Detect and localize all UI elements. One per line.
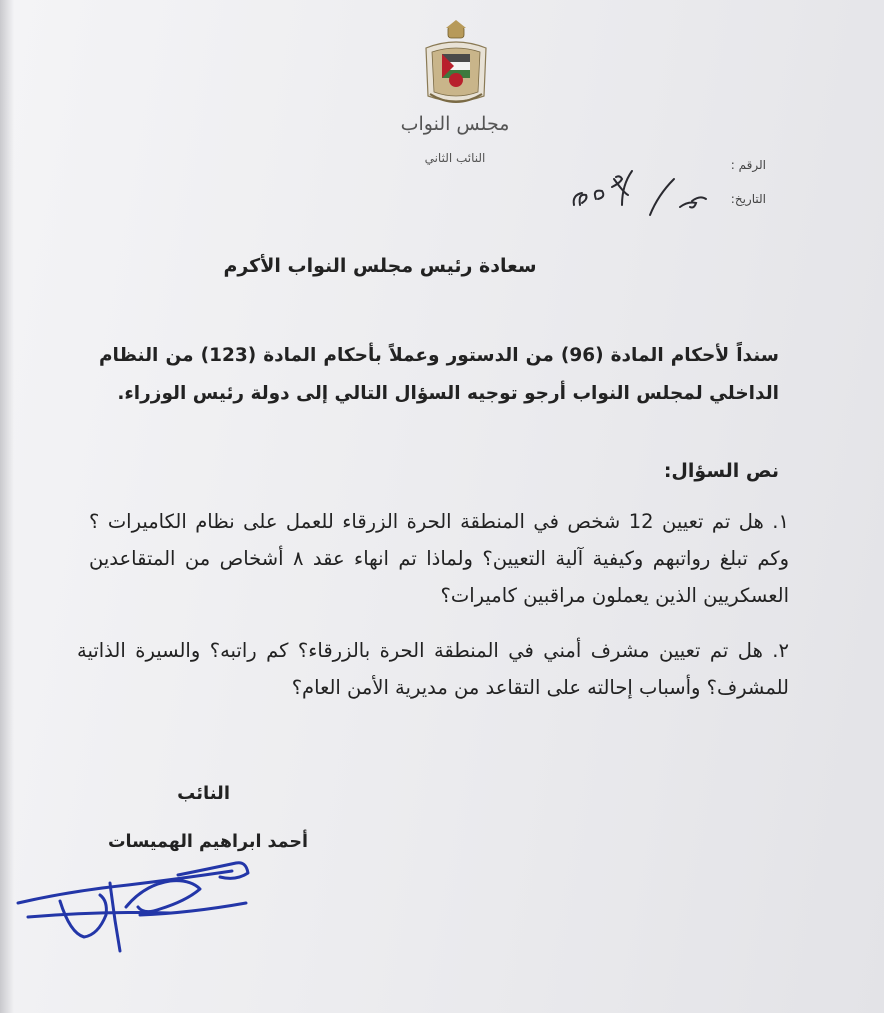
date-label: التاريخ: [730, 192, 766, 206]
question-item-1: ١. هل تم تعيين 12 شخص في المنطقة الحرة الزرقاء للعمل على نظام الكاميرات ؟ وكم تبلغ رواتبهم وكيفية آلية التعيين؟ ولماذا تم انهاء عقد ٨ أشخاص من المتقاعدين العسكريين الذين يعملون مراقبين كاميرات؟ [89, 510, 789, 607]
member-rank: النائب الثاني [424, 151, 486, 165]
handwritten-date [570, 165, 720, 220]
handwritten-signature-icon [10, 855, 260, 970]
coat-of-arms-icon [418, 18, 494, 108]
question-item-2: ٢. هل تم تعيين مشرف أمني في المنطقة الحرة بالزرقاء؟ كم راتبه؟ والسيرة الذاتية للمشرف؟ وأسباب إحالته على التقاعد من مديرية الأمن العام؟ [77, 639, 789, 699]
house-name: مجلس النواب [400, 113, 510, 135]
intro-paragraph: سنداً لأحكام المادة (96) من الدستور وعملاً بأحكام المادة (123) من النظام الداخلي لمجلس النواب أرجو توجيه السؤال التالي إلى دولة رئيس الوزراء. [99, 345, 779, 404]
reference-label: الرقم : [730, 158, 766, 172]
addressee: سعادة رئيس مجلس النواب الأكرم [223, 255, 537, 277]
signatory-name: أحمد ابراهيم الهميسات [107, 832, 308, 852]
signatory-title: النائب [177, 783, 230, 804]
question-heading: نص السؤال: [663, 460, 779, 482]
